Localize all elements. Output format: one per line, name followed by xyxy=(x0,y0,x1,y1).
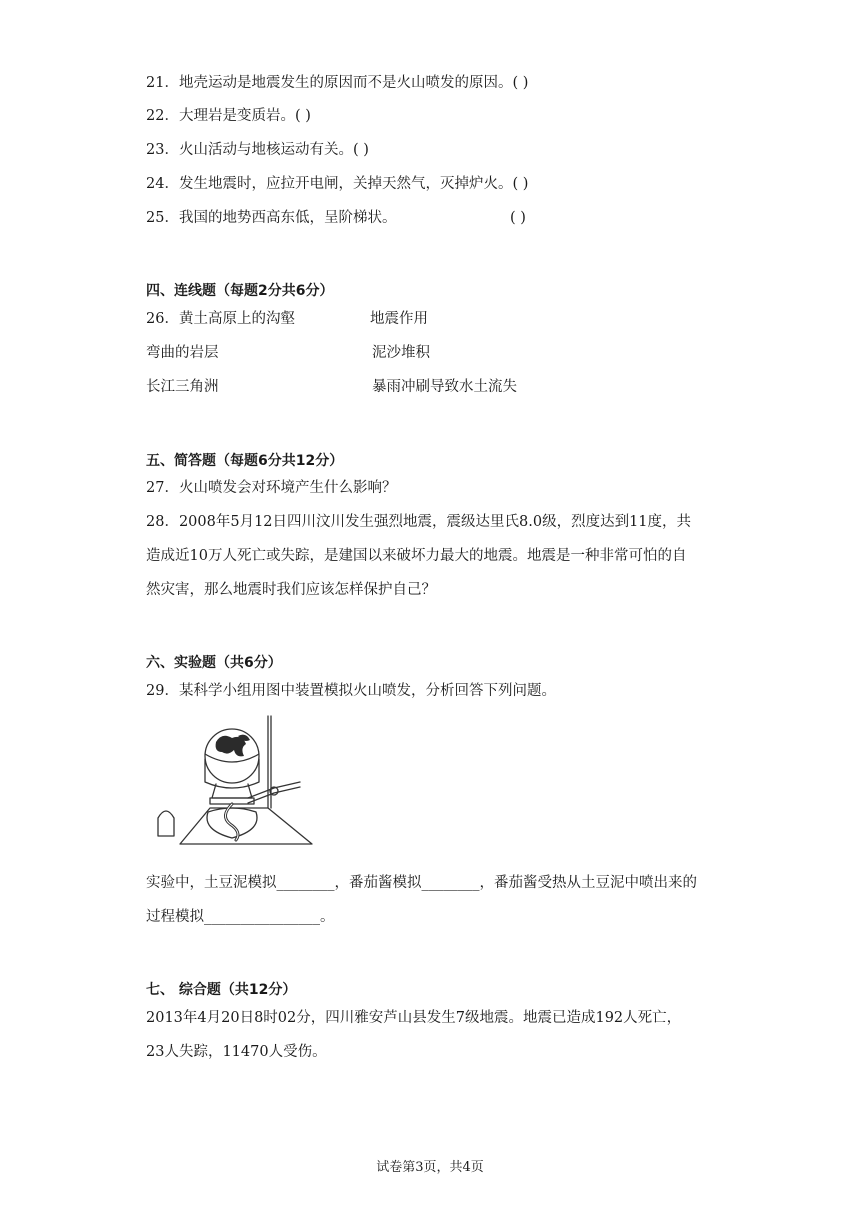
matching-left-item: 长江三角洲 xyxy=(146,379,219,395)
flask-shape xyxy=(205,729,259,783)
section-heading-short-answer: 五、简答题（每题6分共12分） xyxy=(146,453,344,469)
question-25-answer-paren: ( ) xyxy=(510,210,526,226)
volcano-experiment-figure xyxy=(150,712,320,854)
section-heading-experiment: 六、实验题（共6分） xyxy=(146,655,282,671)
matching-right-item: 暴雨冲刷导致水土流失 xyxy=(372,379,517,395)
question-28-line: 然灾害，那么地震时我们应该怎样保护自己？ xyxy=(146,582,436,598)
question-24: 24．发生地震时，应拉开电闸，关掉天然气，灭掉炉火。( ) xyxy=(146,176,529,192)
matching-right-item: 泥沙堆积 xyxy=(372,345,430,361)
stand-base-shape xyxy=(180,808,312,844)
question-29-fill-line: 实验中，土豆泥模拟________，番茄酱模拟________，番茄酱受热从土豆泥中喷出来的 xyxy=(146,875,697,891)
section-heading-matching: 四、连线题（每题2分共6分） xyxy=(146,283,334,299)
question-29-fill-line: 过程模拟________________。 xyxy=(146,909,335,925)
matching-left-item: 弯曲的岩层 xyxy=(146,345,219,361)
question-28-line: 造成近10万人死亡或失踪，是建国以来破坏力最大的地震。地震是一种非常可怕的自 xyxy=(146,548,687,564)
section-heading-comprehensive: 七、 综合题（共12分） xyxy=(146,982,297,998)
question-25: 25．我国的地势西高东低，呈阶梯状。 xyxy=(146,210,397,226)
question-22: 22．大理岩是变质岩。( ) xyxy=(146,108,311,124)
matching-right-item: 地震作用 xyxy=(370,311,428,327)
question-28-line: 28．2008年5月12日四川汶川发生强烈地震，震级达里氏8.0级，烈度达到11度，共 xyxy=(146,514,692,530)
comprehensive-text-line: 2013年4月20日8时02分，四川雅安芦山县发生7级地震。地震已造成192人死亡， xyxy=(146,1010,682,1026)
lamp-cap-shape xyxy=(158,811,174,836)
question-27: 27．火山喷发会对环境产生什么影响？ xyxy=(146,480,397,496)
question-21: 21．地壳运动是地震发生的原因而不是火山喷发的原因。( ) xyxy=(146,75,529,91)
page-number-footer: 试卷第3页，共4页 xyxy=(376,1160,484,1175)
question-23: 23．火山活动与地核运动有关。( ) xyxy=(146,142,369,158)
matching-left-item: 26．黄土高原上的沟壑 xyxy=(146,311,295,327)
burner-shape xyxy=(207,808,257,838)
comprehensive-text-line: 23人失踪，11470人受伤。 xyxy=(146,1044,327,1060)
question-29: 29．某科学小组用图中装置模拟火山喷发，分析回答下列问题。 xyxy=(146,683,556,699)
